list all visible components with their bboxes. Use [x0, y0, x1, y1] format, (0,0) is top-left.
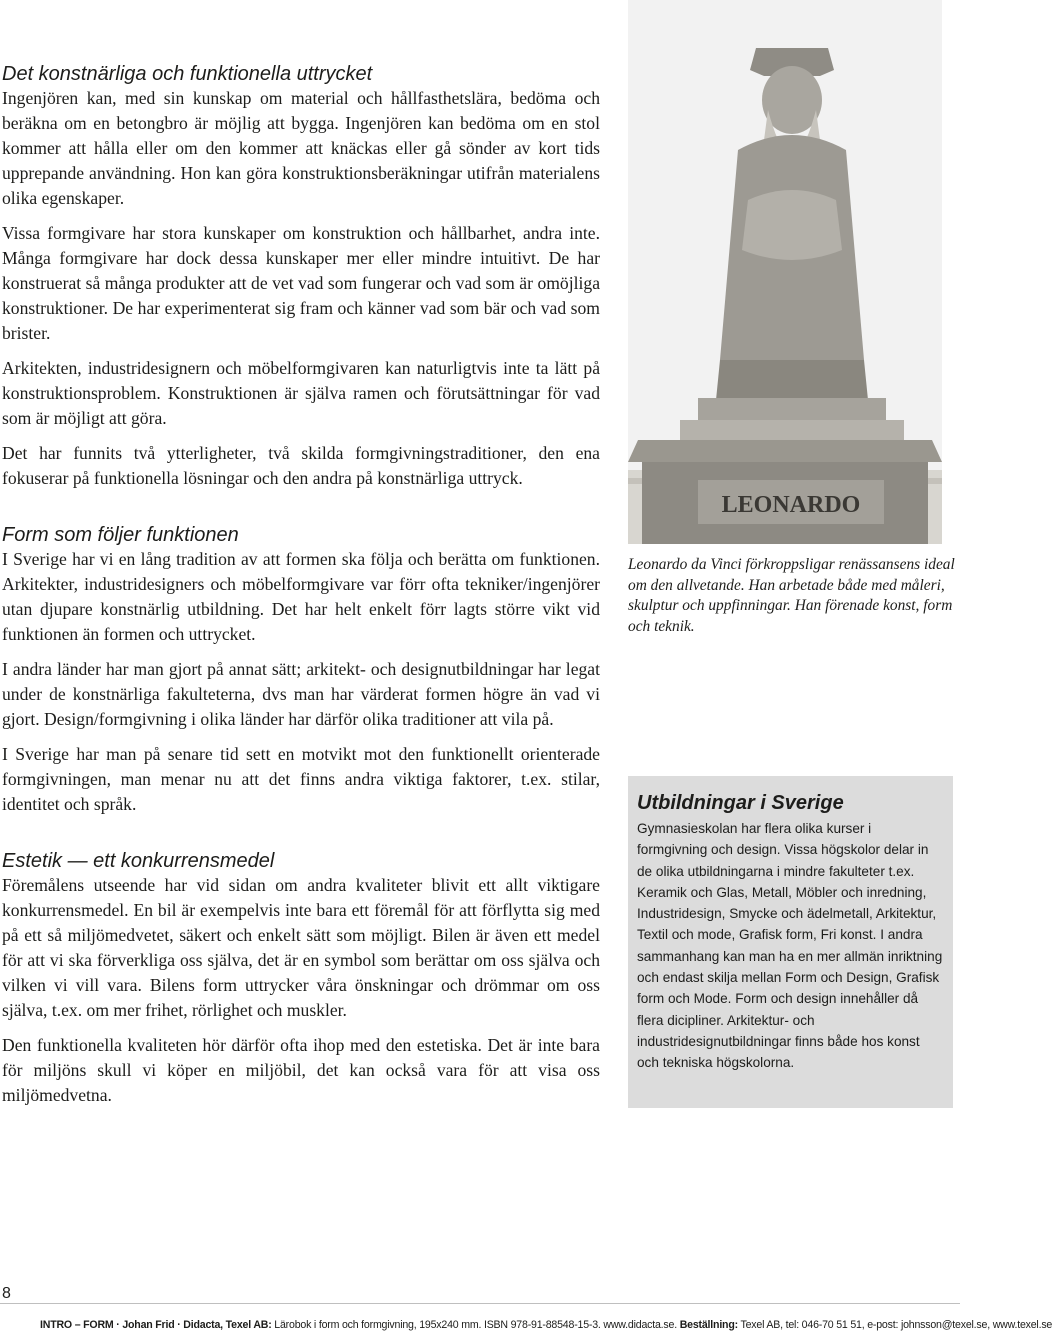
info-box-body: Gymnasieskolan har flera olika kurser i formgivning och design. Vissa högskolor delar in de olika utbildningarna i mindre fakulteter t.ex. Keramik och Glas, Metall, Möbler och inredning, Industridesign, Smycke och ädelmetall, Arkitektur, Textil och mode, Grafisk form, Fri konst. I andra sammanhang kan man ha en mer allmän inriktning och endast skilja mellan Form och Design, Grafisk form och Mode. Form och design innehåller då flera dicipliner. Arkitektur- och industridesignutbildningar finns både hos konst och tekniska högskolorna.: [637, 821, 943, 1071]
section-heading-1: Det konstnärliga och funktionella uttrycket: [2, 63, 373, 85]
paragraph: I Sverige har man på senare tid sett en motvikt mot den funktionellt orienterade formgivningen, man menar nu att det finns andra viktiga faktorer, t.ex. stilar, identitet och språk.: [2, 744, 600, 814]
paragraph: I andra länder har man gjort på annat sätt; arkitekt- och designutbildningar har legat under de konstnärliga fakulteterna, dvs man har värderat formen högre än vad vi gjort. Design/formgivning i olika länder har därför olika traditioner att vila på.: [2, 659, 600, 729]
main-text-column: [2, 62, 600, 1118]
statue-illustration: [628, 0, 942, 544]
page-number: 8: [2, 1285, 11, 1302]
section-heading-3: Estetik — ett konkurrensmedel: [2, 850, 275, 872]
footer-book: Lärobok i form och formgivning, 195x240 mm. ISBN 978-91-88548-15-3. www.didacta.se.: [274, 1319, 677, 1331]
paragraph: Arkitekten, industridesignern och möbelformgivaren kan naturligtvis inte ta lätt på konstruktionsproblem. Konstruktionen är själva ramen och förutsättningar för vad som är möjligt att göra.: [2, 358, 600, 428]
paragraph: Den funktionella kvaliteten hör därför ofta ihop med den estetiska. Det är inte bara för miljöns skull vi köper en miljöbil, det kan också vara för att visa oss miljömedvetna.: [2, 1035, 600, 1105]
footer-order-info: Texel AB, tel: 046-70 51 51, e-post: johnsson@texel.se, www.texel.se: [740, 1319, 1052, 1331]
footer-series: INTRO – FORM ·: [40, 1319, 120, 1331]
footer-divider: [0, 1303, 960, 1304]
education-info-box: [628, 776, 953, 1108]
leonardo-statue-photo: [628, 0, 942, 544]
section-spacer: [2, 501, 600, 523]
paragraph: Föremålens utseende har vid sidan om andra kvaliteter blivit ett allt viktigare konkurrensmedel. En bil är exempelvis inte bara ett föremål för att förflytta sig med på ett så miljömedvetet, säkert och enkelt sätt som möjligt. Bilen är även ett medel för att vi ska förverkliga oss själva, det är en symbol som berättar om oss själva och vilken vi vill vara. Bilens form uttrycker våra önskningar och drömmar om oss själva, t.ex. om mer frihet, rörlighet och muskler.: [2, 875, 600, 1020]
photo-caption: Leonardo da Vinci förkroppsligar renässansens ideal om den allvetande. Han arbetade både med måleri, skulptur och uppfinningar. Han förenade konst, form och teknik.: [628, 556, 955, 635]
paragraph: Vissa formgivare har stora kunskaper om konstruktion och hållbarhet, andra inte. Många formgivare har dock dessa kunskaper mer eller mindre intuitivt. De har konstruerat så många produkter att de vet vad som fungerar och vad som är omöjliga konstruktioner. De har experimenterat sig fram och känner vad som bär och vad som brister.: [2, 223, 600, 343]
info-box-title: Utbildningar i Sverige: [637, 792, 844, 814]
paragraph: Det har funnits två ytterligheter, två skilda formgivningstraditioner, den ena fokuserar på funktionella lösningar och den andra på konstnärliga uttryck.: [2, 443, 600, 488]
pedestal-inscription: LEONARDO: [721, 492, 861, 518]
section-heading-2: Form som följer funktionen: [2, 524, 239, 546]
section-spacer: [2, 827, 600, 849]
footer-imprint: [40, 1318, 1052, 1332]
footer-author: Johan Frid · Didacta, Texel AB:: [122, 1319, 272, 1331]
paragraph: I Sverige har vi en lång tradition av att formen ska följa och berätta om funktionen. Arkitekter, industridesigners och möbelformgivare var förr ofta tekniker/ingenjörer utan djupare konstnärlig utbildning. Det har helt enkelt förr lagts större vikt vid funktionen än formen och uttrycket.: [2, 549, 600, 644]
footer-order-label: Beställning:: [679, 1319, 738, 1331]
paragraph: Ingenjören kan, med sin kunskap om material och hållfasthetslära, bedöma och beräkna om en betongbro är möjlig att bygga. Ingenjören kan bedöma om en stol kommer att hålla eller om den kommer att knäckas eller gå sönder av kort tids upprepande användning. Hon kan göra konstruktionsberäkningar utifrån materialens olika egenskaper.: [2, 88, 600, 208]
